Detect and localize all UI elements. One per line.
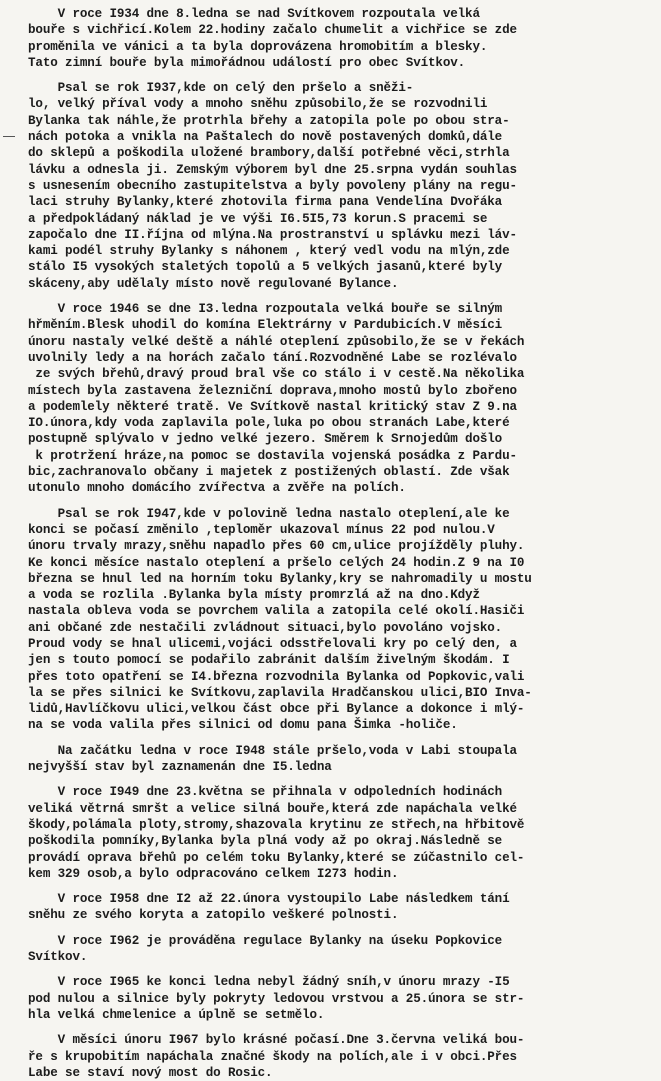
text-line: jen s touto pomocí se podařilo zabránit dalším živelným škodám. I (28, 653, 510, 668)
text-line: proměnila ve vánici a ta byla doprovázena hromobitím a blesky. (28, 39, 488, 54)
text-line: únoru nastaly velké deště a náhlé oteplení způsobilo,že se v řekách (28, 334, 525, 349)
text-line: laci struhy Bylanky,které zhotovila firma pana Vendelína Dvořáka (28, 195, 503, 210)
text-line: Ke konci měsíce nastalo oteplení a pršelo celých 24 hodin.Z 9 na I0 (28, 555, 525, 570)
text-line: ze svých břehů,dravý proud bral vše co stálo i v cestě.Na několika (28, 367, 525, 382)
text-line: stálo I5 vysokých staletých topolů a 5 velkých jasanů,které byly (28, 260, 503, 275)
text-line: s usnesením obecního zastupitelstva a byly povoleny plány na regu- (28, 178, 517, 193)
text-line: škody,polámala ploty,stromy,shazovala krytinu ze střech,na hřbitově (28, 817, 525, 832)
text-line: lávku a odnesla ji. Zemským výborem byl dne 25.srpna vydán souhlas (28, 162, 517, 177)
text-line: kami podél struhy Bylanky s náhonem , který vedl vodu na mlýn,zde (28, 244, 510, 259)
text-line: bic,zachranovalo občany i majetek z postižených oblastí. Zde však (28, 465, 510, 480)
text-line: utonulo mnoho domácího zvířectva a zvěře na polích. (28, 481, 406, 496)
text-line: la se přes silnici ke Svítkovu,zaplavila Hradčanskou ulici,BIO Inva- (28, 685, 532, 700)
text-line: V roce I949 dne 23.května se přihnala v odpoledních hodinách (28, 785, 503, 800)
text-line: Bylanka tak náhle,že protrhla břehy a zatopila pole po obou stra- (28, 113, 510, 128)
paragraph (28, 891, 641, 924)
text-line: Proud vody se hnal ulicemi,vojáci odsstřelovali kry po celý den, a (28, 636, 517, 651)
text-line: ře s krupobitím napáchala značné škody na polích,ale i v obci.Přes (28, 1049, 517, 1064)
paragraph (28, 974, 641, 1023)
text-line: přes toto opatření se I4.března rozvodnila Bylanka od Popkovic,vali (28, 669, 525, 684)
paragraph (28, 784, 641, 882)
paragraph (28, 506, 641, 734)
text-line: hřměním.Blesk uhodil do komína Elektrárny v Pardubicích.V měsíci (28, 318, 503, 333)
text-line: lo, velký příval vody a mnoho sněhu způsobilo,že se rozvodnili (28, 97, 488, 112)
text-line: V roce 1946 se dne I3.ledna rozpoutala velká bouře se silným (28, 302, 503, 317)
document-body (28, 6, 641, 1081)
paragraph (28, 1032, 641, 1081)
text-line: sněhu ze svého koryta a zatopilo veškeré polnosti. (28, 908, 399, 923)
text-line: únoru trvaly mrazy,sněhu napadlo přes 60 cm,ulice projížděly pluhy. (28, 539, 525, 554)
margin-mark (3, 136, 15, 137)
text-line: a voda se rozlila .Bylanka byla místy promrzlá až na dno.Když (28, 588, 480, 603)
text-line: V roce I934 dne 8.ledna se nad Svítkovem rozpoutala velká (28, 7, 480, 21)
text-line: do sklepů a poškodila uložené brambory,další potřebné věci,strhla (28, 146, 510, 161)
text-line: k protržení hráze,na pomoc se dostavila vojenská posádka z Pardu- (28, 448, 517, 463)
text-line: Psal se rok I947,kde v polovině ledna nastalo oteplení,ale ke (28, 506, 510, 521)
text-line: bouře s vichřicí.Kolem 22.hodiny začalo chumelit a vichřice se zde (28, 23, 517, 38)
text-line: veliká větrná smršt a velice silná bouře,která zde napáchala velké (28, 801, 517, 816)
text-line: hla velká chmelenice a úplně se setmělo. (28, 1007, 325, 1022)
text-line: Tato zimní bouře byla mimořádnou událostí pro obec Svítkov. (28, 55, 466, 70)
text-line: lidů,Havlíčkovu ulici,velkou část obce při Bylance a dokonce i mlý- (28, 702, 525, 717)
text-line: V roce I962 je prováděna regulace Bylanky na úseku Popkovice (28, 933, 503, 948)
text-line: Labe se staví nový most do Rosic. (28, 1065, 273, 1080)
paragraph (28, 80, 641, 292)
text-line: pod nulou a silnice byly pokryty ledovou vrstvou a 25.února se str- (28, 991, 525, 1006)
text-line: uvolnily ledy a na horách začalo tání.Rozvodněné Labe se rozlévalo (28, 350, 517, 365)
text-line: místech byla zastavena železniční doprava,mnoho mostů bylo zbořeno (28, 383, 517, 398)
paragraph (28, 933, 641, 966)
text-line: Svítkov. (28, 950, 88, 965)
text-line: V měsíci únoru I967 bylo krásné počasí.Dne 3.června veliká bou- (28, 1033, 525, 1048)
text-line: nejvyšší stav byl zaznamenán dne I5.ledna (28, 760, 332, 775)
text-line: Psal se rok I937,kde on celý den pršelo a sněži- (28, 81, 414, 96)
text-line: ani občané zde nestačili zvládnout situaci,bylo povoláno vojsko. (28, 620, 503, 635)
text-line: nách potoka a vnikla na Paštalech do nově postavených domků,dále (28, 130, 503, 145)
paragraph (28, 301, 641, 497)
paragraph (28, 743, 641, 776)
text-line: března se hnul led na horním toku Bylanky,kry se nahromadily u mostu (28, 571, 532, 586)
paragraph (28, 6, 641, 71)
text-line: V roce I958 dne I2 až 22.února vystoupilo Labe následkem tání (28, 892, 510, 907)
text-line: kem 329 osob,a bylo odpracováno celkem I273 hodin. (28, 866, 399, 881)
text-line: postupně splývalo v jedno velké jezero. Směrem k Srnojedům došlo (28, 432, 503, 447)
text-line: provádí oprava břehů po celém toku Bylanky,které se zúčastnilo cel- (28, 850, 525, 865)
text-line: na se voda valila přes silnici od domu pana Šimka -holiče. (28, 718, 458, 733)
text-line: a podemlely některé tratě. Ve Svítkově nastal kritický stav Z 9.na (28, 399, 517, 414)
text-line: konci se počasí změnilo ,teploměr ukazoval mínus 22 pod nulou.V (28, 522, 495, 537)
text-line: nastala obleva voda se povrchem valila a zatopila celé okolí.Hasiči (28, 604, 525, 619)
text-line: poškodila pomníky,Bylanka byla plná vody až po okraj.Následně se (28, 834, 503, 849)
text-line: IO.února,kdy voda zaplavila pole,luka po obou stranách Labe,které (28, 416, 510, 431)
text-line: Na začátku ledna v roce I948 stále pršelo,voda v Labi stoupala (28, 743, 517, 758)
text-line: a předpokládaný náklad je ve výši I6.5I5,73 korun.S pracemi se (28, 211, 488, 226)
text-line: V roce I965 ke konci ledna nebyl žádný sníh,v únoru mrazy -I5 (28, 975, 510, 990)
text-line: započalo dne II.října od mlýna.Na prostranství u splávku mezi láv- (28, 227, 517, 242)
text-line: skáceny,aby udělaly místo nově regulované Bylance. (28, 276, 399, 291)
